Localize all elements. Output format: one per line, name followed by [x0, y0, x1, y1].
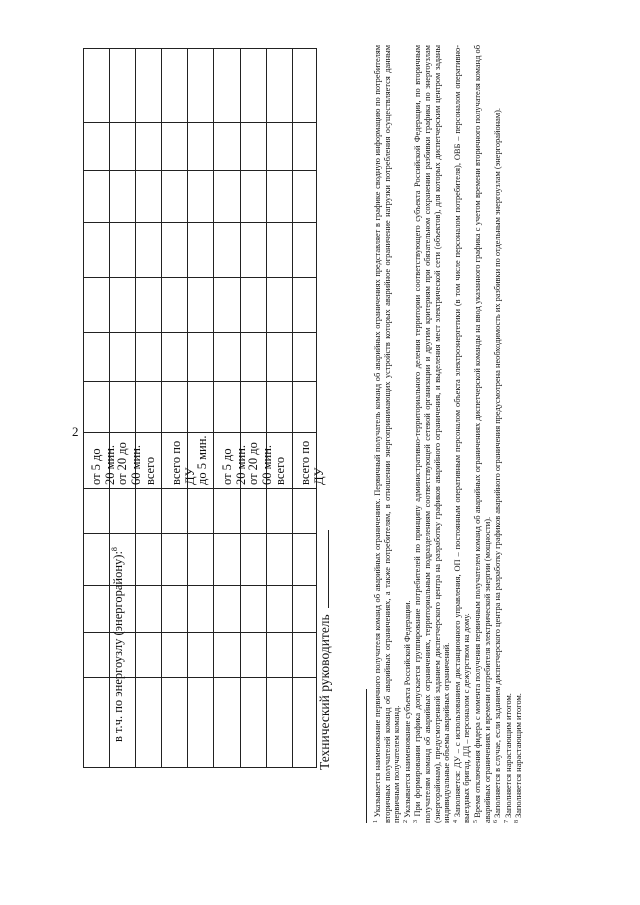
row-label: всего	[143, 456, 157, 485]
table-col-line	[83, 432, 317, 433]
table-row-line	[187, 48, 188, 768]
table-col-line	[83, 277, 317, 278]
footnote: $^1$ Указывается наименование первичного получателя команд об аварийных ограничениях. Первичный получатель команд об аварийных ограничениях представляет в графике сводную информацию по потребителям вторичных получателей команд об аварийных ограничениях, а также потребителям, в отношении энергопринимающих устройств которых аварийное ограничение нагрузки потребления осуществляется данным первичным получателем команд.	[373, 44, 402, 823]
row-label: всего по ДУ	[298, 440, 326, 485]
group-label: в т.ч. по энергоузлу (энергорайону):$^8$	[110, 547, 126, 742]
footnote: $^3$ При формировании графика допускается группирование потребителей по принципу административно-территориального деления территории соответствующего субъекта Российской Федерации, по вторичным получателям команд об аварийных ограничениях, территориальным подразделениям соответствующей сетевой организации и другим критериям при обязательном сохранении разбивки графика по энергоузлам (энергорайонам), предусмотренной заданием диспетчерского центра на разработку графиков аварийного ограничения, и выделения мест электрической сети (объектов), для которых диспетчерским центром заданы индивидуальные объемы аварийных ограничений.	[413, 45, 452, 823]
table-col-line	[83, 222, 317, 223]
table-col-line	[83, 122, 317, 123]
page-number: 2	[72, 424, 79, 439]
footnote: $^4$ Заполняется: ДУ – с использованием дистанционного управления, ОП – постоянным оперативным персоналом объекта электроэнергетики (в том числе персоналом потребителя), ОВБ – персоналом оперативно-выездных бригад, ДД – персоналом с дежурством на дому.	[452, 45, 472, 823]
table-row-line	[240, 48, 241, 768]
footnote: $^2$ Указывается наименование субъекта Российской Федерации.	[402, 600, 412, 823]
table-row-line	[213, 48, 214, 768]
row-label: от 5 до 20 мин.	[89, 444, 117, 485]
footnote: $^5$ Время отключения фидера с момента получения первичным получателем команд об аварийных ограничениях диспетчерской команды на ввод указанного графика с учетом времени вторичного получателя команд об аварийных ограничениях и времени потребителя электрической энергии (мощности).	[472, 44, 492, 823]
row-label: от 20 до 60 мин.	[115, 442, 143, 485]
signature-line	[317, 530, 333, 770]
table-row-line	[292, 48, 293, 768]
signature-blank	[328, 530, 329, 608]
footnote: $^8$ Заполняется нарастающим итогом.	[514, 693, 524, 823]
table-col-line	[83, 767, 317, 768]
row-label: до 5 мин.	[195, 435, 209, 485]
footnote: $^7$ Заполняется нарастающим итогом.	[503, 693, 513, 823]
row-label: от 5 до 20 мин.	[220, 444, 248, 485]
row-label: всего	[273, 456, 287, 485]
row-label: от 20 до 60 мин.	[246, 442, 274, 485]
signature-label: Технический руководитель	[317, 614, 332, 770]
footnote: $^6$ Заполняется в случае, если заданием диспетчерского центра на разработку графиков аварийного ограничения предусмотрена необходимость их разбивки по отдельным энергоузлам (энергорайонам).	[493, 107, 503, 823]
table-col-line	[83, 48, 317, 49]
table-row-line	[161, 48, 162, 768]
table-row-line	[83, 48, 84, 768]
table-row-line	[135, 48, 136, 768]
table-col-line	[83, 381, 317, 382]
table-col-line	[83, 332, 317, 333]
table-row-line	[266, 48, 267, 768]
table-col-line	[83, 488, 317, 489]
table-col-line	[83, 533, 317, 534]
row-label: всего по ДУ	[169, 440, 197, 485]
footnote-separator	[366, 689, 367, 823]
footnotes	[372, 45, 524, 823]
table-col-line	[83, 170, 317, 171]
